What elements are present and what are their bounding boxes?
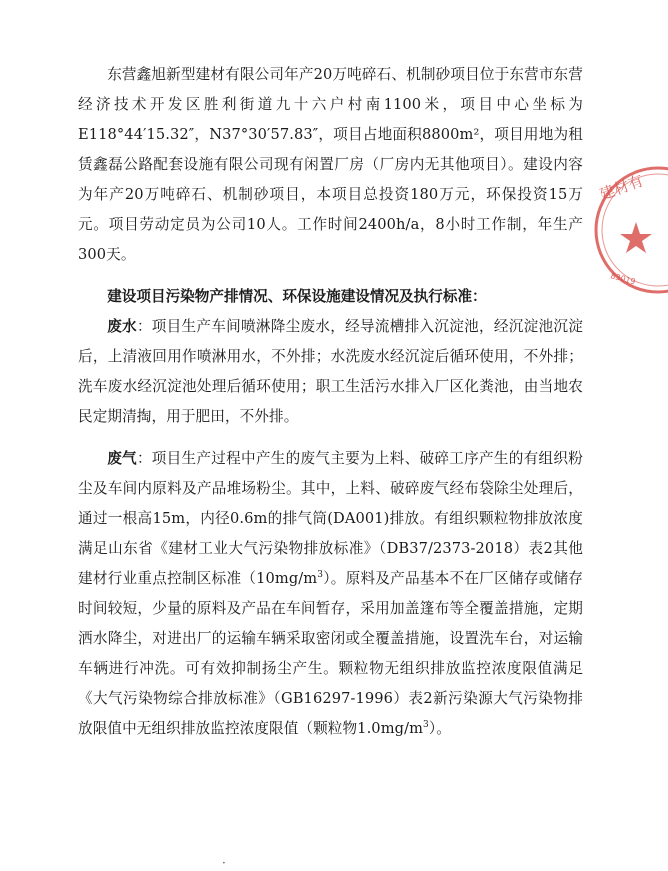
exhaust-text-1: ：项目生产过程中产生的废气主要为上料、破碎工序产生的有组织粉尘及车间内原料及产品堆场粉尘。其中，上料、破碎废气经布袋除尘处理后，通过一根高15m，内径0.6m的排气筒(DA001)排放。有组织颗粒物排放浓度满足山东省《建材工业大气污染物排放标准》（DB37/2373-2018）表2其他建材行业重点控制区标准（10mg/m (78, 450, 583, 587)
wastewater-label: 废水 (107, 318, 137, 335)
intro-paragraph: 东营鑫旭新型建材有限公司年产20万吨碎石、机制砂项目位于东营市东营经济技术开发区胜利街道九十六户村南1100米，项目中心坐标为E118°44′15.32″，N37°30′57.83″，项目占地面积8800m²，项目用地为租赁鑫磊公路配套设施有限公司现有闲置厂房（厂房内无其他项目）。建设内容为年产20万吨碎石、机制砂项目，本项目总投资180万元，环保投资15万元。项目劳动定员为公司10人。工作时间2400h/a，8小时工作制，年生产300天。 (78, 66, 583, 263)
document-body (78, 60, 583, 744)
exhaust-superscript-2: 3 (423, 720, 429, 731)
exhaust-superscript-1: 3 (317, 570, 324, 581)
exhaust-text-3: ）。 (428, 720, 451, 737)
seal-star-icon (620, 222, 652, 253)
company-seal (588, 150, 668, 310)
seal-top-text: 建材有 (597, 171, 646, 204)
exhaust-paragraph (78, 444, 583, 744)
seal-bottom-number: 83019 (609, 271, 637, 287)
wastewater-text: ：项目生产车间喷淋降尘废水，经导流槽排入沉淀池，经沉淀池沉淀后，上清液回用作喷淋用水，不外排；水洗废水经沉淀后循环使用，不外排；洗车废水经沉淀池处理后循环使用；职工生活污水排入厂区化粪池，由当地农民定期清掏，用于肥田，不外排。 (78, 318, 583, 425)
section-heading: 建设项目污染物产排情况、环保设施建设情况及执行标准： (107, 288, 487, 305)
exhaust-label: 废气 (107, 450, 137, 467)
page-mark: · (222, 856, 226, 870)
wastewater-paragraph (78, 312, 583, 432)
exhaust-text-2: ）。原料及产品基本不在厂区储存或储存时间较短，少量的原料及产品在车间暂存，采用加盖篷布等全覆盖措施，定期洒水降尘，对进出厂的运输车辆采取密闭或全覆盖措施，设置洗车台，对运输车辆进行冲洗。可有效抑制扬尘产生。颗粒物无组织排放监控浓度限值满足《大气污染物综合排放标准》（GB16297-1996）表2新污染源大气污染物排放限值中无组织排放监控浓度限值（颗粒物1.0mg/m (78, 570, 583, 737)
